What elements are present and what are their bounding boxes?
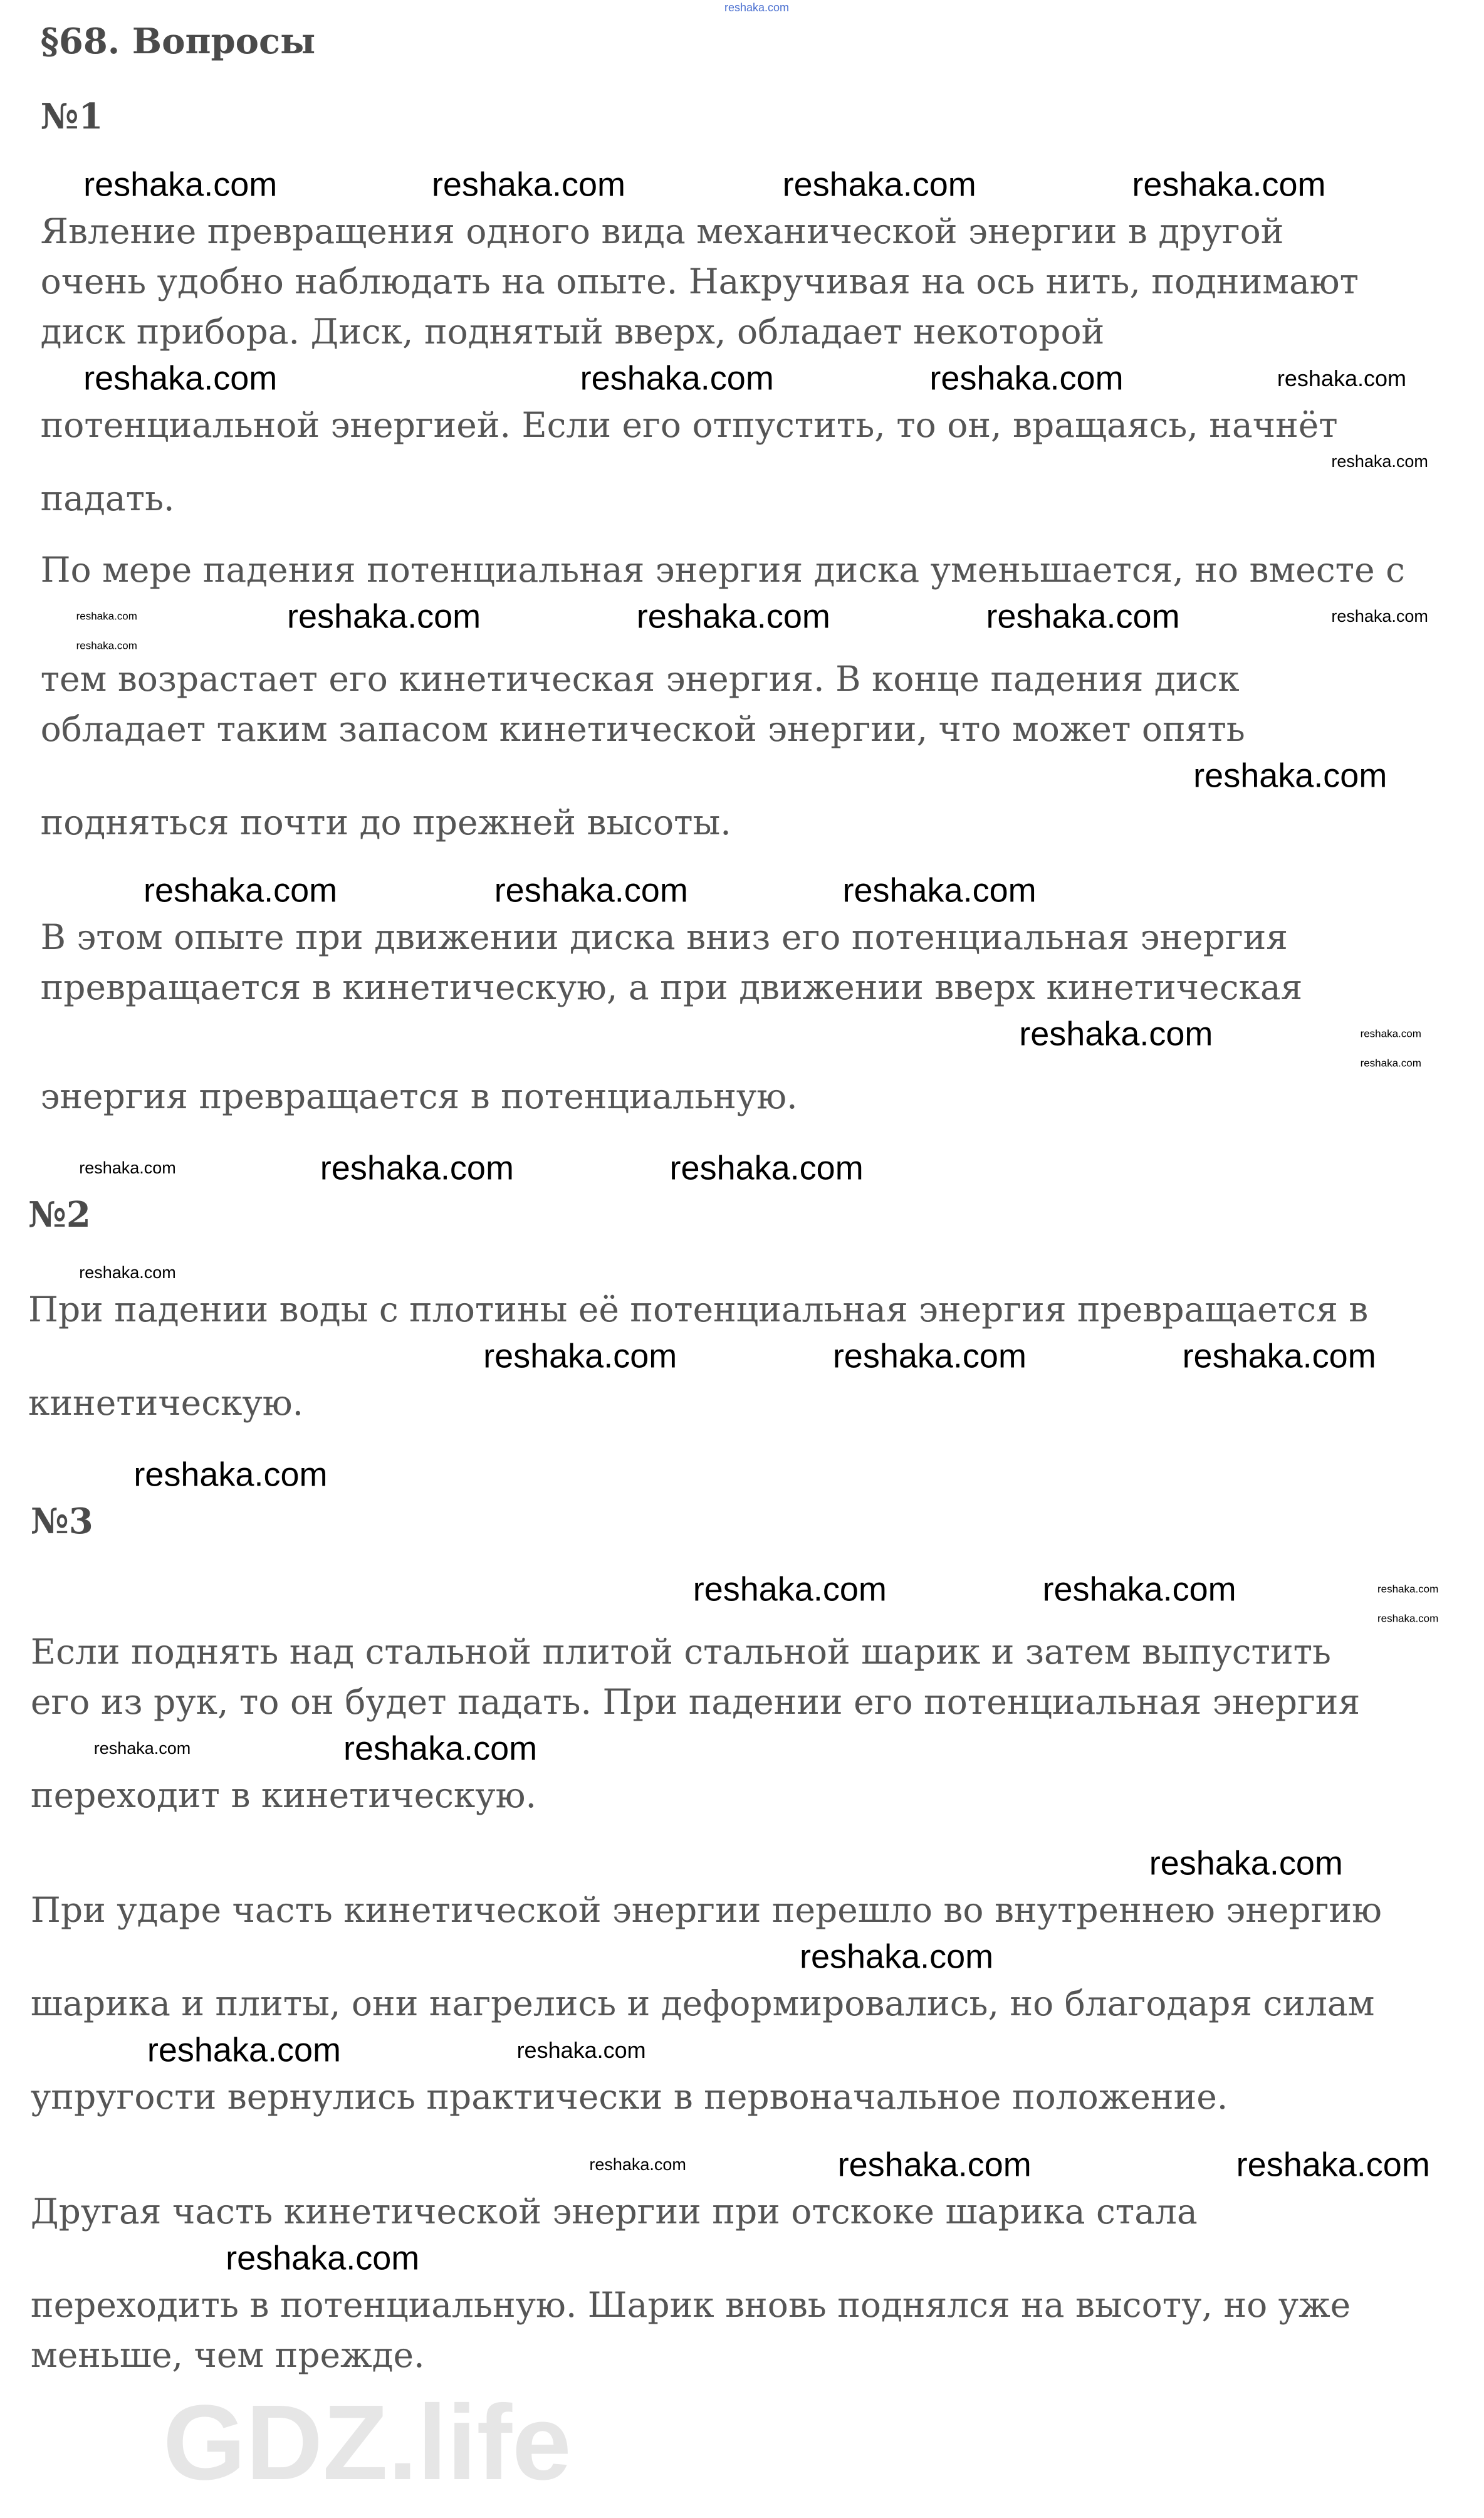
answer-text-line: потенциальной энергией. Если его отпустить, то он, вращаясь, начнёт bbox=[40, 405, 1338, 445]
reshaka-watermark: reshaka.com bbox=[837, 2145, 1032, 2183]
reshaka-watermark: reshaka.com bbox=[93, 1738, 191, 1758]
watermark-row bbox=[0, 638, 1484, 654]
watermark-row bbox=[0, 1568, 1484, 1611]
reshaka-watermark: reshaka.com bbox=[76, 610, 137, 622]
reshaka-watermark: reshaka.com bbox=[133, 1455, 328, 1493]
watermark-row bbox=[0, 595, 1484, 638]
reshaka-watermark: reshaka.com bbox=[1377, 1583, 1439, 1595]
paragraph-gap bbox=[0, 847, 1484, 869]
watermark-row bbox=[0, 1335, 1484, 1378]
answer-text-line: его из рук, то он будет падать. При падении его потенциальная энергия bbox=[30, 1682, 1361, 1722]
reshaka-watermark: reshaka.com bbox=[83, 165, 278, 203]
question-number: №1 bbox=[40, 96, 103, 137]
answer-text-line: превращается в кинетическую, а при движении вверх кинетическая bbox=[40, 967, 1303, 1007]
answer-text-line: диск прибора. Диск, поднятый вверх, обладает некоторой bbox=[40, 312, 1105, 352]
reshaka-watermark: reshaka.com bbox=[83, 359, 278, 397]
answer-text-line: Явление превращения одного вида механической энергии в другой bbox=[40, 211, 1284, 251]
section-gap bbox=[0, 66, 1484, 92]
reshaka-watermark: reshaka.com bbox=[589, 2154, 686, 2174]
section-gap bbox=[0, 1428, 1484, 1453]
question-number: №3 bbox=[30, 1501, 93, 1542]
reshaka-watermark: reshaka.com bbox=[1360, 1057, 1421, 1069]
answer-text-line: меньше, чем прежде. bbox=[30, 2335, 425, 2375]
paragraph-gap bbox=[0, 2122, 1484, 2143]
reshaka-watermark: reshaka.com bbox=[929, 359, 1124, 397]
watermark-row bbox=[0, 2237, 1484, 2280]
paragraph-gap bbox=[0, 523, 1484, 545]
watermark-row bbox=[0, 754, 1484, 797]
reshaka-watermark: reshaka.com bbox=[76, 639, 137, 652]
reshaka-watermark: reshaka.com bbox=[1377, 1612, 1439, 1625]
answer-text-line: энергия превращается в потенциальную. bbox=[40, 1076, 798, 1116]
watermark-row bbox=[0, 1261, 1484, 1284]
watermark-row bbox=[0, 1842, 1484, 1885]
reshaka-watermark: reshaka.com bbox=[79, 1262, 176, 1282]
reshaka-watermark: reshaka.com bbox=[580, 359, 774, 397]
watermark-row bbox=[0, 1012, 1484, 1056]
reshaka-watermark: reshaka.com bbox=[1042, 1570, 1236, 1608]
answer-text-line: переходить в потенциальную. Шарик вновь поднялся на высоту, но уже bbox=[30, 2285, 1351, 2325]
reshaka-watermark: reshaka.com bbox=[286, 597, 481, 635]
paragraph-gap bbox=[0, 1240, 1484, 1261]
reshaka-watermark: reshaka.com bbox=[799, 1937, 994, 1975]
reshaka-watermark: reshaka.com bbox=[842, 871, 1037, 909]
reshaka-watermark: reshaka.com bbox=[147, 2030, 342, 2069]
reshaka-watermark: reshaka.com bbox=[483, 1336, 677, 1375]
paragraph-gap bbox=[0, 1820, 1484, 1842]
page-title: §68. Вопросы bbox=[40, 21, 316, 62]
watermark-row bbox=[0, 163, 1484, 206]
answer-text-line: тем возрастает его кинетическая энергия. В конце падения диск bbox=[40, 659, 1240, 699]
answer-text-line: падать. bbox=[40, 478, 175, 518]
reshaka-watermark: reshaka.com bbox=[724, 1, 789, 14]
reshaka-watermark: reshaka.com bbox=[1360, 1027, 1421, 1040]
watermark-row bbox=[0, 1727, 1484, 1770]
watermark-row bbox=[0, 2028, 1484, 2072]
reshaka-watermark: reshaka.com bbox=[1193, 756, 1387, 794]
reshaka-watermark: reshaka.com bbox=[343, 1729, 538, 1767]
watermark-row bbox=[0, 1056, 1484, 1071]
reshaka-watermark: reshaka.com bbox=[1019, 1014, 1213, 1052]
reshaka-watermark: reshaka.com bbox=[692, 1570, 887, 1608]
gdz-watermark: GDZ.life bbox=[163, 2383, 572, 2502]
reshaka-watermark: reshaka.com bbox=[494, 871, 688, 909]
question-number: №2 bbox=[28, 1194, 91, 1235]
watermark-row bbox=[0, 1611, 1484, 1627]
reshaka-watermark: reshaka.com bbox=[636, 597, 830, 635]
watermark-row bbox=[0, 1935, 1484, 1978]
reshaka-watermark: reshaka.com bbox=[1149, 1844, 1343, 1882]
watermark-row bbox=[0, 450, 1484, 473]
watermark-row bbox=[0, 869, 1484, 912]
watermark-row bbox=[0, 1146, 1484, 1190]
reshaka-watermark: reshaka.com bbox=[832, 1336, 1027, 1375]
paragraph-gap bbox=[0, 1546, 1484, 1568]
answer-text-line: Если поднять над стальной плитой стальной шарик и затем выпустить bbox=[30, 1632, 1331, 1672]
reshaka-watermark: reshaka.com bbox=[1331, 451, 1428, 471]
reshaka-watermark: reshaka.com bbox=[1182, 1336, 1376, 1375]
reshaka-watermark: reshaka.com bbox=[1132, 165, 1326, 203]
watermark-row bbox=[0, 0, 1484, 16]
reshaka-watermark: reshaka.com bbox=[226, 2238, 420, 2277]
answer-text-line: подняться почти до прежней высоты. bbox=[40, 802, 731, 842]
answer-text-line: При падении воды с плотины её потенциальная энергия превращается в bbox=[28, 1289, 1369, 1330]
reshaka-watermark: reshaka.com bbox=[1277, 365, 1406, 391]
reshaka-watermark: reshaka.com bbox=[669, 1148, 864, 1187]
answer-text-line: переходит в кинетическую. bbox=[30, 1775, 537, 1815]
paragraph-gap bbox=[0, 142, 1484, 163]
watermark-row bbox=[0, 2143, 1484, 2186]
answer-text-line: обладает таким запасом кинетической энергии, что может опять bbox=[40, 709, 1245, 749]
section-gap bbox=[0, 1121, 1484, 1146]
reshaka-watermark: reshaka.com bbox=[320, 1148, 514, 1187]
reshaka-watermark: reshaka.com bbox=[79, 1158, 176, 1177]
reshaka-watermark: reshaka.com bbox=[516, 2037, 646, 2063]
reshaka-watermark: reshaka.com bbox=[1331, 606, 1428, 626]
watermark-row bbox=[0, 1453, 1484, 1496]
reshaka-watermark: reshaka.com bbox=[1236, 2145, 1430, 2183]
reshaka-watermark: reshaka.com bbox=[986, 597, 1180, 635]
answer-text-line: Другая часть кинетической энергии при отскоке шарика стала bbox=[30, 2191, 1198, 2232]
reshaka-watermark: reshaka.com bbox=[782, 165, 976, 203]
answer-text-line: очень удобно наблюдать на опыте. Накручивая на ось нить, поднимают bbox=[40, 261, 1359, 302]
answer-text-line: кинетическую. bbox=[28, 1383, 304, 1423]
answer-text-line: упругости вернулись практически в первоначальное положение. bbox=[30, 2077, 1228, 2117]
watermark-row bbox=[0, 357, 1484, 400]
reshaka-watermark: reshaka.com bbox=[431, 165, 626, 203]
answer-text-line: По мере падения потенциальная энергия диска уменьшается, но вместе с bbox=[40, 550, 1405, 590]
reshaka-watermark: reshaka.com bbox=[143, 871, 338, 909]
answer-text-line: При ударе часть кинетической энергии перешло во внутреннею энергию bbox=[30, 1890, 1382, 1930]
answer-text-line: В этом опыте при движении диска вниз его потенциальная энергия bbox=[40, 917, 1288, 957]
answer-text-line: шарика и плиты, они нагрелись и деформировались, но благодаря силам bbox=[30, 1983, 1375, 2023]
